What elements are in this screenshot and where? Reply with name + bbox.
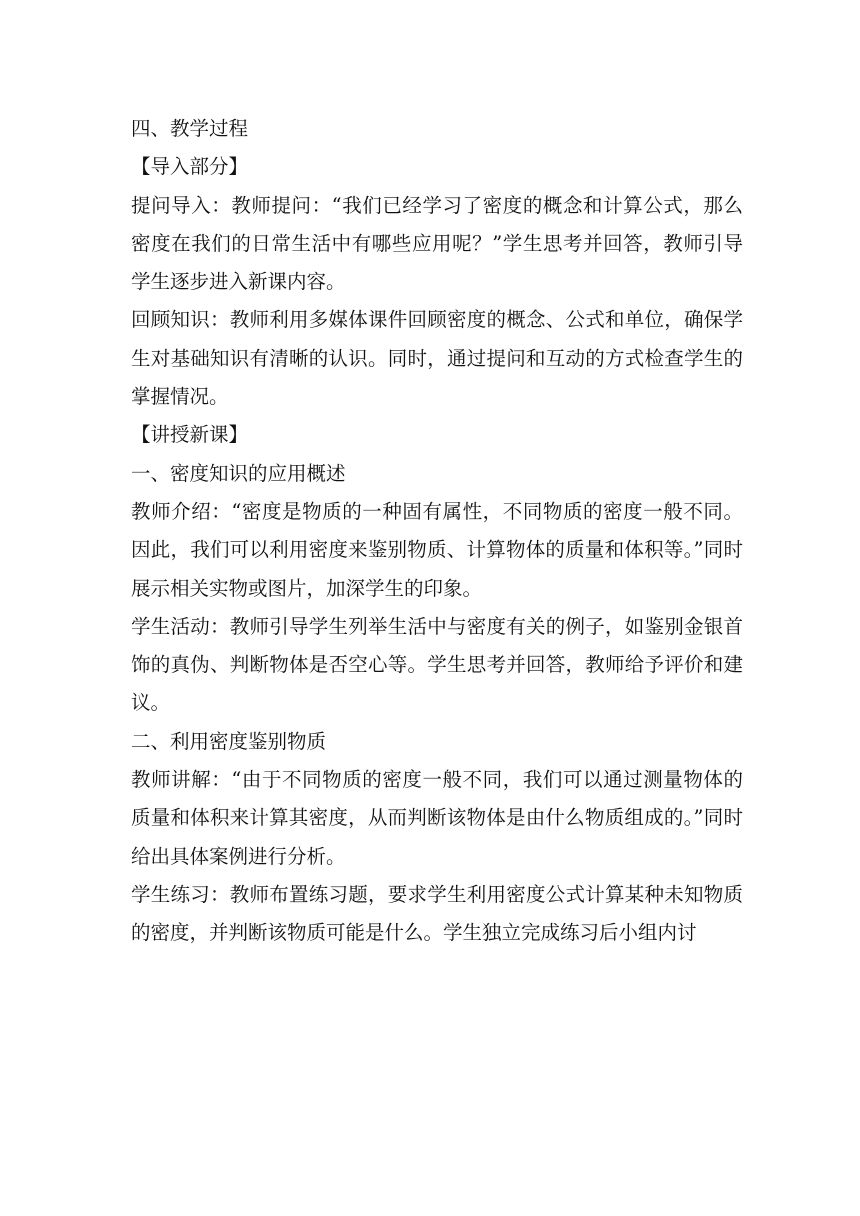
section-heading: 四、教学过程	[131, 117, 249, 140]
subsection-heading: 【导入部分】	[131, 155, 249, 179]
paragraph: 回顾知识：教师利用多媒体课件回顾密度的概念、公式和单位，确保学生对基础知识有清晰的认识。同时，通过提问和互动的方式检查学生的掌握情况。	[131, 308, 743, 409]
paragraph: 提问导入：教师提问：“我们已经学习了密度的概念和计算公式，那么密度在我们的日常生活中有哪些应用呢？”学生思考并回答，教师引导学生逐步进入新课内容。	[131, 193, 743, 294]
paragraph: 教师讲解：“由于不同物质的密度一般不同，我们可以通过测量物体的质量和体积来计算其密度，从而判断该物体是由什么物质组成的。”同时给出具体案例进行分析。	[131, 768, 743, 868]
paragraph: 学生活动：教师引导学生列举生活中与密度有关的例子，如鉴别金银首饰的真伪、判断物体是否空心等。学生思考并回答，教师给予评价和建议。	[131, 614, 743, 715]
paragraph: 学生练习：教师布置练习题，要求学生利用密度公式计算某种未知物质的密度，并判断该物质可能是什么。学生独立完成练习后小组内讨	[131, 882, 743, 945]
document-body	[131, 110, 743, 953]
subsection-title: 二、利用密度鉴别物质	[131, 729, 327, 753]
subsection-heading: 【讲授新课】	[131, 423, 249, 447]
subsection-title: 一、密度知识的应用概述	[131, 461, 346, 485]
paragraph: 教师介绍：“密度是物质的一种固有属性，不同物质的密度一般不同。因此，我们可以利用密度来鉴别物质、计算物体的质量和体积等。”同时展示相关实物或图片，加深学生的印象。	[131, 499, 743, 600]
